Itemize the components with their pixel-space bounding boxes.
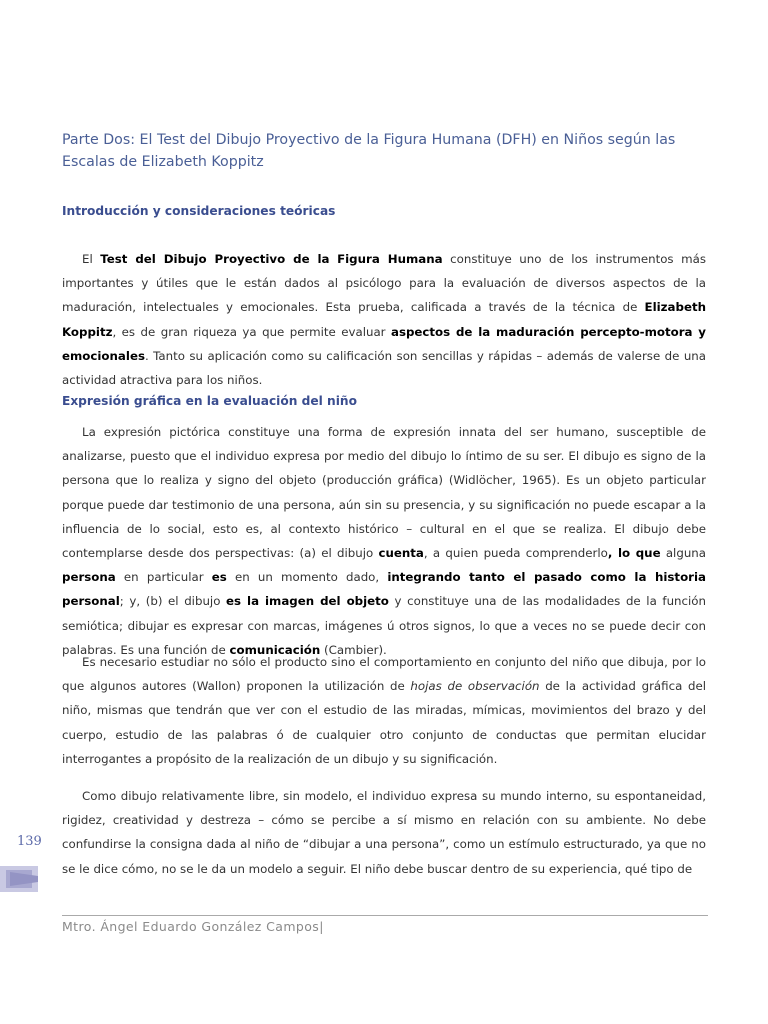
bold-run: , lo que	[607, 546, 661, 561]
bold-run: Test del Dibujo Proyectivo de la	[100, 252, 330, 266]
page-tab-decoration	[0, 866, 38, 892]
bold-run: comunicación	[229, 642, 321, 657]
paragraph-graphic-expression-1	[62, 420, 706, 662]
footer-author: Mtro. Ángel Eduardo González Campos|	[62, 919, 324, 934]
footer-divider	[62, 915, 708, 916]
text-run: , a quien pueda comprenderlo	[423, 546, 608, 561]
text-run: y constituye una de las modalidades de la función semiótica; dibujar es expresar con marcas, imágenes ú otros signos, lo que a veces no se puede decir con palabras. Es una función de	[62, 594, 706, 657]
text-run: en un momento dado,	[226, 570, 388, 585]
text-run: alguna	[660, 546, 707, 561]
text-run: , es de gran riqueza ya que permite evaluar	[112, 324, 391, 339]
bold-run: Elizabeth Koppitz	[62, 300, 706, 339]
bold-run: persona	[62, 570, 116, 585]
paragraph-introduction	[62, 247, 706, 392]
text-run	[330, 252, 338, 266]
text-run: La expresión pictórica constituye una forma de expresión innata del ser humano, susceptible de analizarse, puesto que el individuo expresa por medio del dibujo lo íntimo de su ser. El dibujo es signo de la persona que lo realiza y signo del objeto (producción gráfica) (Widlöcher, 1965). Es un objeto particular porque puede dar testimonio de una persona, aún sin su presencia, y su significación no puede escapar a la influencia de lo social, esto es, al contexto histórico – cultural en el que se realiza. El dibujo debe contemplarse desde dos perspectivas: (a) el dibujo	[62, 425, 706, 561]
paragraph-graphic-expression-2	[62, 650, 706, 771]
text-run: El	[82, 252, 101, 266]
text-run: . Tanto su aplicación como su calificación son sencillas y rápidas – además de valerse de una actividad atractiva para los niños.	[62, 348, 706, 388]
section-heading-graphic-expression: Expresión gráfica en la evaluación del niño	[62, 394, 357, 408]
text-run: de la actividad gráfica del niño, mismas que tendrán que ver con el estudio de las miradas, mímicas, movimientos del brazo y del cuerpo, estudio de las palabras ó de cualquier otro conjunto de conductas que permitan elucidar interrogantes a propósito de la realización de un dibujo y su significación.	[62, 679, 706, 766]
text-run: en particular	[115, 570, 212, 585]
bold-run: Figura Humana	[337, 252, 443, 266]
text-run: (Cambier).	[320, 642, 387, 657]
text-run: ; y, (b) el dibujo	[119, 594, 227, 609]
bold-run: es	[211, 570, 227, 585]
page-number: 139	[17, 834, 42, 849]
bold-run: integrando tanto el pasado como la historia personal	[62, 570, 706, 609]
text-run: constituye uno de los instrumentos más importantes y útiles que le están dados al psicólogo para la evaluación de diversos aspectos de la maduración, intelectuales y emocionales. Esta prueba, calificada a través de la técnica de	[62, 252, 706, 315]
paragraph-graphic-expression-3	[62, 784, 706, 881]
text-run: Es necesario estudiar no sólo el producto sino el comportamiento en conjunto del niño que dibuja, por lo que algunos autores (Wallon) proponen la utilización de	[62, 655, 706, 694]
bold-run: es la imagen del objeto	[226, 594, 389, 609]
italic-run: hojas de observación	[410, 679, 540, 694]
section-heading-introduction: Introducción y consideraciones teóricas	[62, 204, 336, 218]
bold-run: aspectos de la maduración percepto-motora y emocionales	[62, 324, 706, 363]
bold-run: cuenta	[378, 546, 424, 561]
text-run: Como dibujo relativamente libre, sin modelo, el individuo expresa su mundo interno, su espontaneidad, rigidez, creatividad y destreza – cómo se percibe a sí mismo en relación con su ambiente. No debe confundirse la consigna dada al niño de “dibujar a una persona”, como un estímulo estructurado, ya que no se le dice cómo, no se le da un modelo a seguir. El niño debe buscar dentro de su experiencia, qué tipo de	[62, 789, 706, 876]
document-title: Parte Dos: El Test del Dibujo Proyectivo de la Figura Humana (DFH) en Niños según las Escalas de Elizabeth Koppitz	[62, 132, 676, 170]
